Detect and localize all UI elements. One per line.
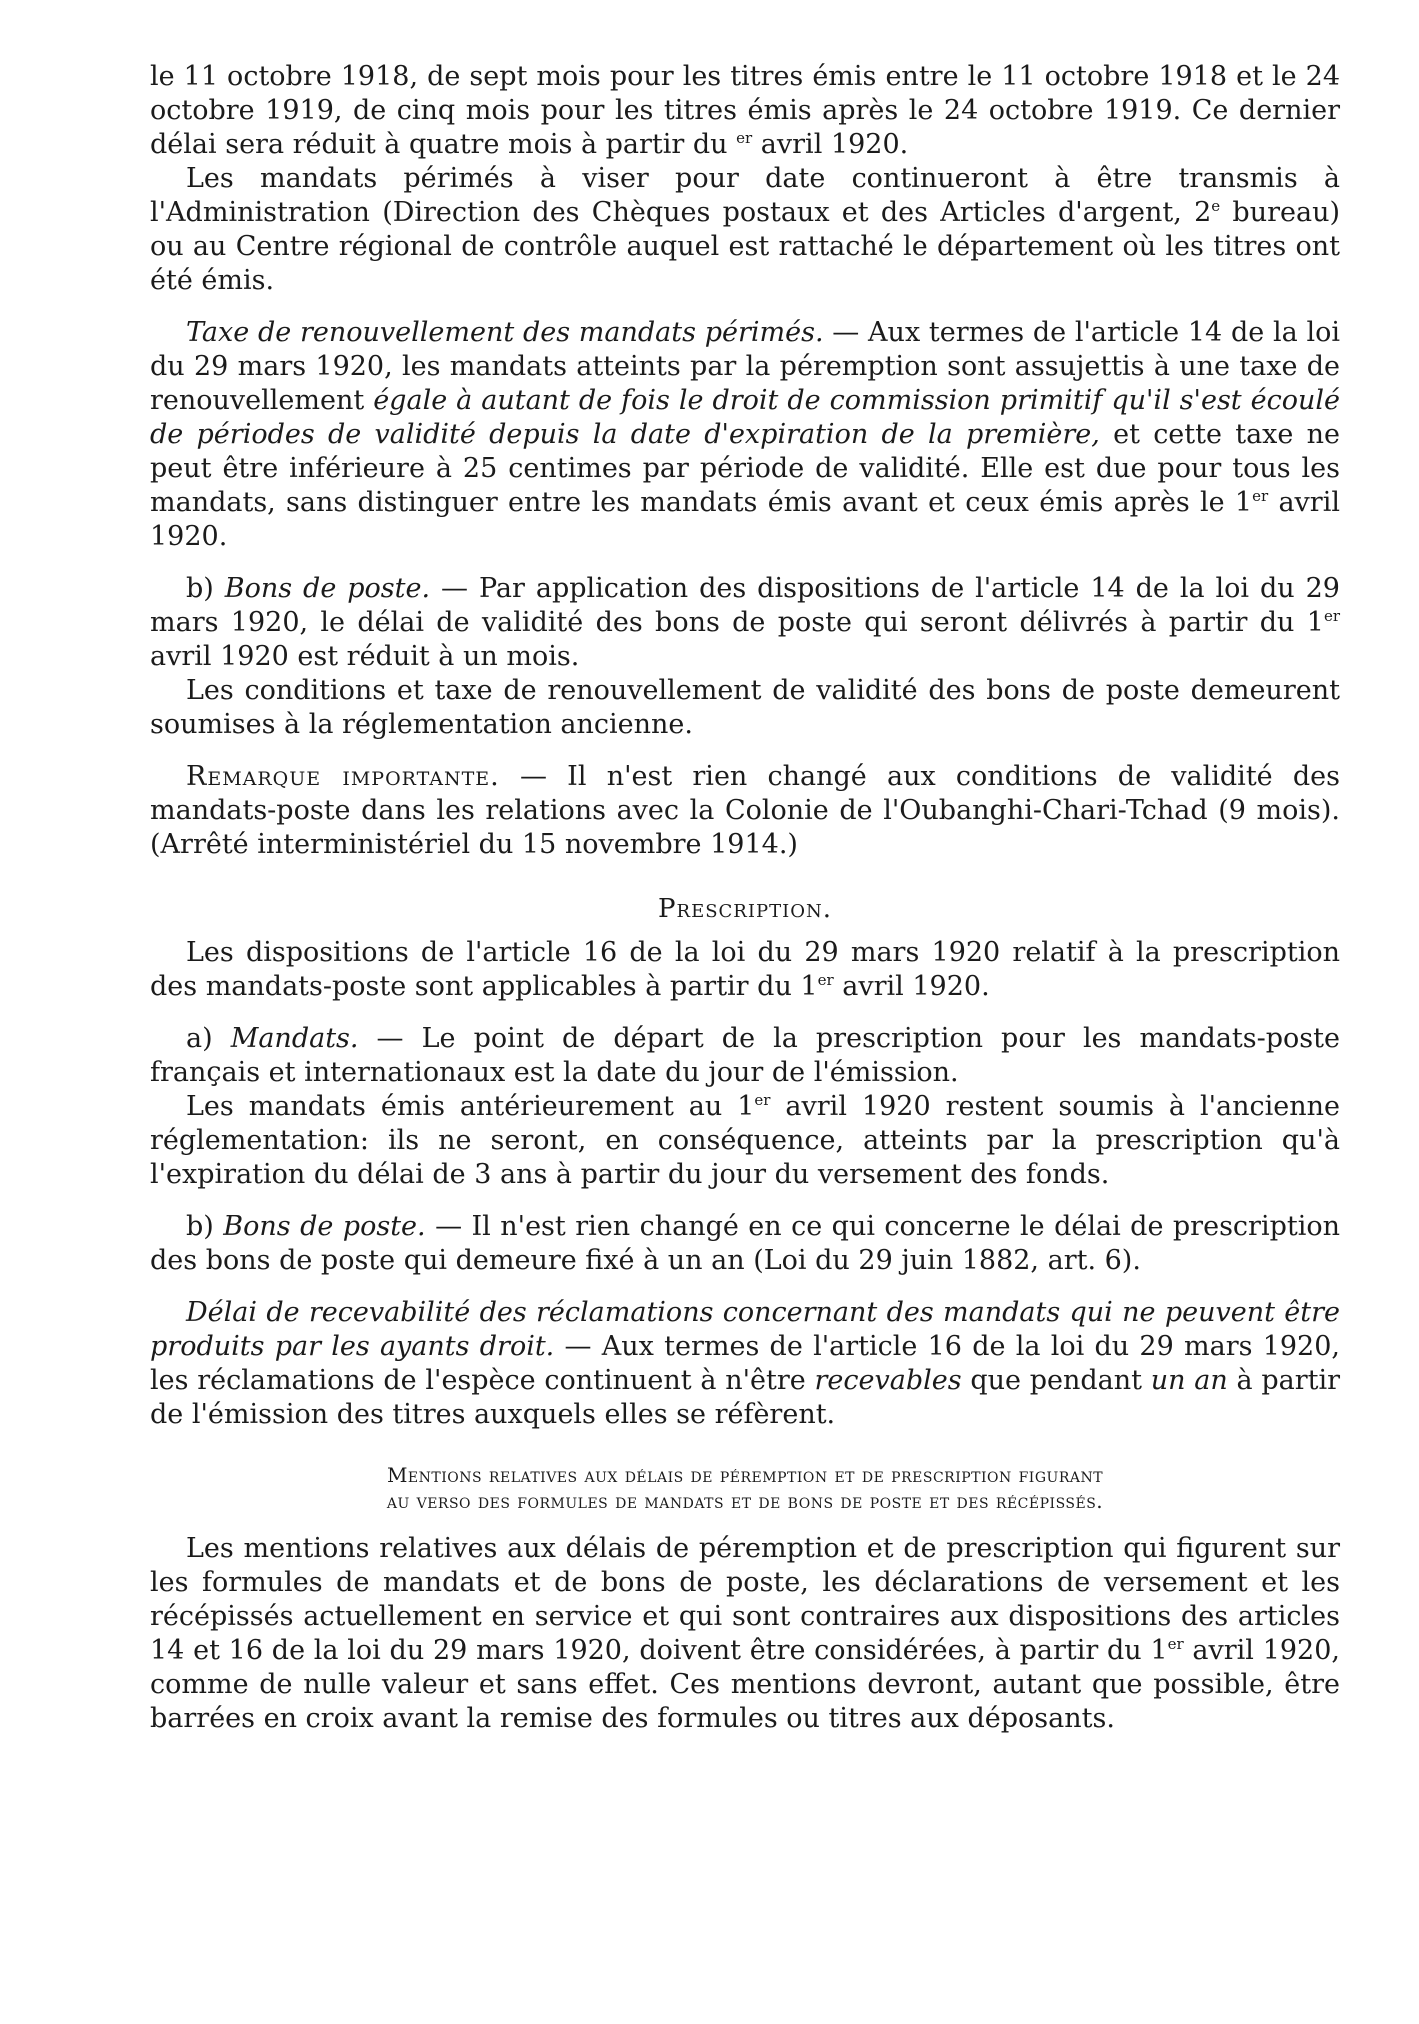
paragraph-remarque-importante [150, 760, 1340, 862]
section-title: Taxe de renouvellement des mandats périmés. [186, 317, 824, 348]
paragraph-text: — Aux termes de l'article 14 de la loi du 29 mars 1920, les mandats atteints par la péremption sont assujettis à une taxe de renouvellement [150, 317, 1341, 416]
emphasis-text: recevables [814, 1365, 962, 1396]
paragraph-mentions-relatives [150, 1532, 1340, 1736]
emphasis-text: égale à autant de fois le droit de commission primitif qu'il s'est écoulé de périodes de validité depuis la date d'expiration de la première, [150, 385, 1340, 450]
paragraph-text: Les mandats émis antérieurement au 1 [186, 1091, 755, 1122]
paragraph-text: le 11 octobre 1918, de sept mois pour les titres émis entre le 11 octobre 1918 et le 24 octobre 1919, de cinq mois pour les titres émis après le 24 octobre 1919. Ce dernier délai sera réduit à quatre mois à partir du [150, 61, 1340, 160]
paragraph-text: Les mandats périmés à viser pour date continueront à être transmis à l'Administration (Direction des Chèques postaux et des Articles d'argent, 2 [150, 163, 1340, 228]
paragraph-prescription-dispositions [150, 936, 1340, 1004]
list-label: b) [186, 1211, 224, 1242]
paragraph-text: avril 1920 restent soumis à l'ancienne réglementation: ils ne seront, en conséquence, atteints par la prescription qu'à l'expiration du délai de 3 ans à partir du jour du versement des fonds. [150, 1091, 1340, 1190]
list-label: a) [186, 1023, 231, 1054]
superscript: er [817, 971, 834, 989]
document-body [150, 60, 1340, 1736]
paragraph-text: que pendant [961, 1365, 1151, 1396]
superscript: e [1211, 197, 1221, 215]
section-title: Mandats. [230, 1023, 359, 1054]
paragraph-text: — Par application des dispositions de l'article 14 de la loi du 29 mars 1920, le délai de validité des bons de poste qui seront délivrés à partir du 1 [150, 573, 1340, 638]
paragraph-text: — Il n'est rien changé en ce qui concerne le délai de prescription des bons de poste qui demeure fixé à un an (Loi du 29 juin 1882, art. 6). [150, 1211, 1340, 1276]
superscript: er [1252, 487, 1269, 505]
paragraph-text: bureau) ou au Centre régional de contrôle auquel est rattaché le département où les titres ont été émis. [150, 197, 1340, 296]
paragraph-text: — Aux termes de l'article 16 de la loi du 29 mars 1920, les réclamations de l'espèce continuent à n'être [150, 1331, 1341, 1396]
superscript: er [736, 129, 753, 147]
paragraph-text: à partir de l'émission des titres auxquels elles se réfèrent. [150, 1365, 1341, 1430]
paragraph-conditions-taxe [150, 674, 1340, 742]
emphasis-text: un an [1150, 1365, 1228, 1396]
section-title: Bons de poste. [224, 573, 431, 604]
heading-line: Mentions relatives aux délais de péremption et de prescription figurant [386, 1463, 1104, 1487]
paragraph-text: Les dispositions de l'article 16 de la loi du 29 mars 1920 relatif à la prescription des mandats-poste sont applicables à partir du 1 [150, 937, 1340, 1002]
paragraph-bons-de-poste-prescription [150, 1210, 1340, 1278]
paragraph-text: et cette taxe ne peut être inférieure à 25 centimes par période de validité. Elle est due pour tous les mandats, sans distinguer entre les mandats émis avant et ceux émis après le 1 [150, 419, 1341, 518]
paragraph-bons-de-poste [150, 572, 1340, 674]
heading-line: au verso des formules de mandats et de bons de poste et des récépissés. [386, 1489, 1104, 1513]
paragraph-mandats [150, 1022, 1340, 1090]
paragraph-delai-recevabilite [150, 1296, 1340, 1432]
list-label: b) [186, 573, 225, 604]
paragraph-peremption-delais [150, 60, 1340, 162]
paragraph-text: avril 1920. [752, 129, 909, 160]
paragraph-text: Les mentions relatives aux délais de péremption et de prescription qui figurent sur les formules de mandats et de bons de poste, les déclarations de versement et les récépissés actuellement en service et qui sont contraires aux dispositions des articles 14 et 16 de la loi du 29 mars 1920, doivent être considérées, à partir du 1 [150, 1533, 1340, 1666]
section-title: Bons de poste. [223, 1211, 426, 1242]
section-title: Délai de recevabilité des réclamations concernant des mandats qui ne peuvent être produits par les ayants droit. [150, 1297, 1340, 1362]
paragraph-text: Les conditions et taxe de renouvellement de validité des bons de poste demeurent soumises à la réglementation ancienne. [150, 675, 1340, 740]
superscript: er [1323, 607, 1340, 625]
paragraph-text: avril 1920. [833, 971, 990, 1002]
remark-label: Remarque importante. [186, 761, 500, 792]
paragraph-taxe-renouvellement [150, 316, 1340, 554]
heading-prescription: Prescription. [658, 894, 832, 924]
paragraph-text: — Le point de départ de la prescription pour les mandats-poste français et internationaux est la date du jour de l'émission. [150, 1023, 1340, 1088]
paragraph-mandats-anterieurs [150, 1090, 1340, 1192]
paragraph-mandats-perimes [150, 162, 1340, 298]
heading-mentions [150, 1462, 1340, 1514]
superscript: er [1167, 1635, 1184, 1653]
paragraph-text: avril 1920 est réduit à un mois. [150, 641, 580, 672]
paragraph-text: avril 1920, comme de nulle valeur et sans effet. Ces mentions devront, autant que possible, être barrées en croix avant la remise des formules ou titres aux déposants. [150, 1635, 1340, 1734]
superscript: er [754, 1091, 771, 1109]
paragraph-text: avril 1920. [150, 487, 1340, 552]
paragraph-text: — Il n'est rien changé aux conditions de validité des mandats-poste dans les relations avec la Colonie de l'Oubanghi-Chari-Tchad (9 mois). (Arrêté interministériel du 15 novembre 1914.) [150, 761, 1340, 860]
